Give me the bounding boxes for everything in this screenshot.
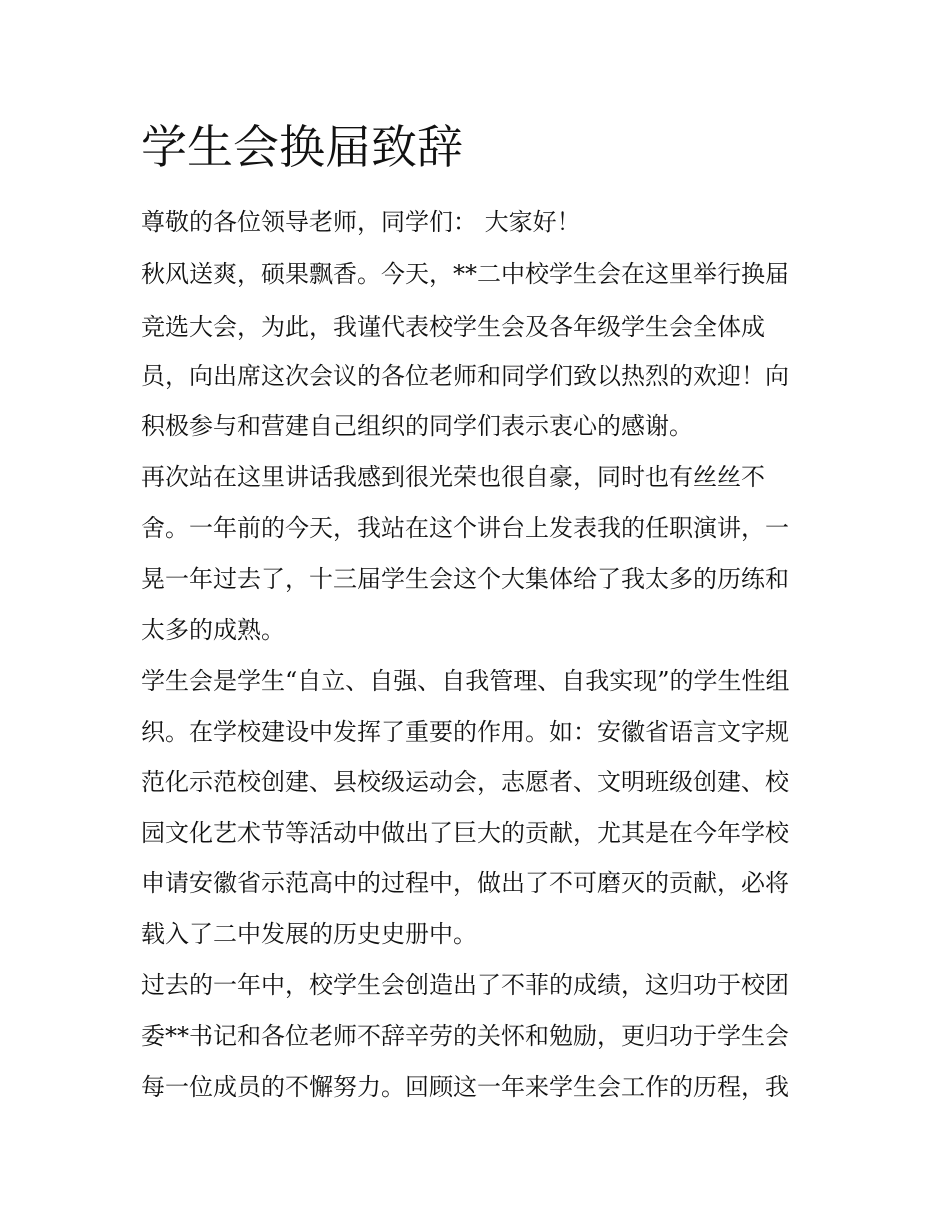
body-text-line: 每一位成员的不懈努力。回顾这一年来学生会工作的历程，我 <box>141 1073 789 1101</box>
body-text-line: 过去的一年中，校学生会创造出了不菲的成绩，这归功于校团 <box>141 971 789 999</box>
body-text-line: 员，向出席这次会议的各位老师和同学们致以热烈的欢迎！向 <box>141 362 789 390</box>
body-text-line: 范化示范校创建、县校级运动会，志愿者、文明班级创建、校 <box>141 768 789 796</box>
body-text-line: 再次站在这里讲话我感到很光荣也很自豪，同时也有丝丝不 <box>141 463 765 491</box>
body-text-line: 园文化艺术节等活动中做出了巨大的贡献，尤其是在今年学校 <box>141 819 789 847</box>
body-text-line: 学生会是学生“自立、自强、自我管理、自我实现”的学生性组 <box>141 667 790 695</box>
body-text-line: 晃一年过去了，十三届学生会这个大集体给了我太多的历练和 <box>141 565 789 593</box>
body-text-line: 织。在学校建设中发挥了重要的作用。如：安徽省语言文字规 <box>141 718 789 746</box>
body-text-line: 委**书记和各位老师不辞辛劳的关怀和勉励，更归功于学生会 <box>141 1022 789 1050</box>
body-text-line: 载入了二中发展的历史史册中。 <box>141 920 477 948</box>
body-text-line: 太多的成熟。 <box>141 616 285 644</box>
body-text-line: 舍。一年前的今天，我站在这个讲台上发表我的任职演讲，一 <box>141 514 789 542</box>
body-text-line: 竞选大会，为此，我谨代表校学生会及各年级学生会全体成 <box>141 313 765 341</box>
greeting-line: 尊敬的各位领导老师，同学们： 大家好！ <box>141 208 581 236</box>
body-text-line: 申请安徽省示范高中的过程中，做出了不可磨灭的贡献，必将 <box>141 869 789 897</box>
body-text-line: 秋风送爽，硕果飘香。今天，**二中校学生会在这里举行换届 <box>141 260 789 288</box>
document-title: 学生会换届致辞 <box>141 120 463 174</box>
body-text-line: 积极参与和营建自己组织的同学们表示衷心的感谢。 <box>141 412 693 440</box>
